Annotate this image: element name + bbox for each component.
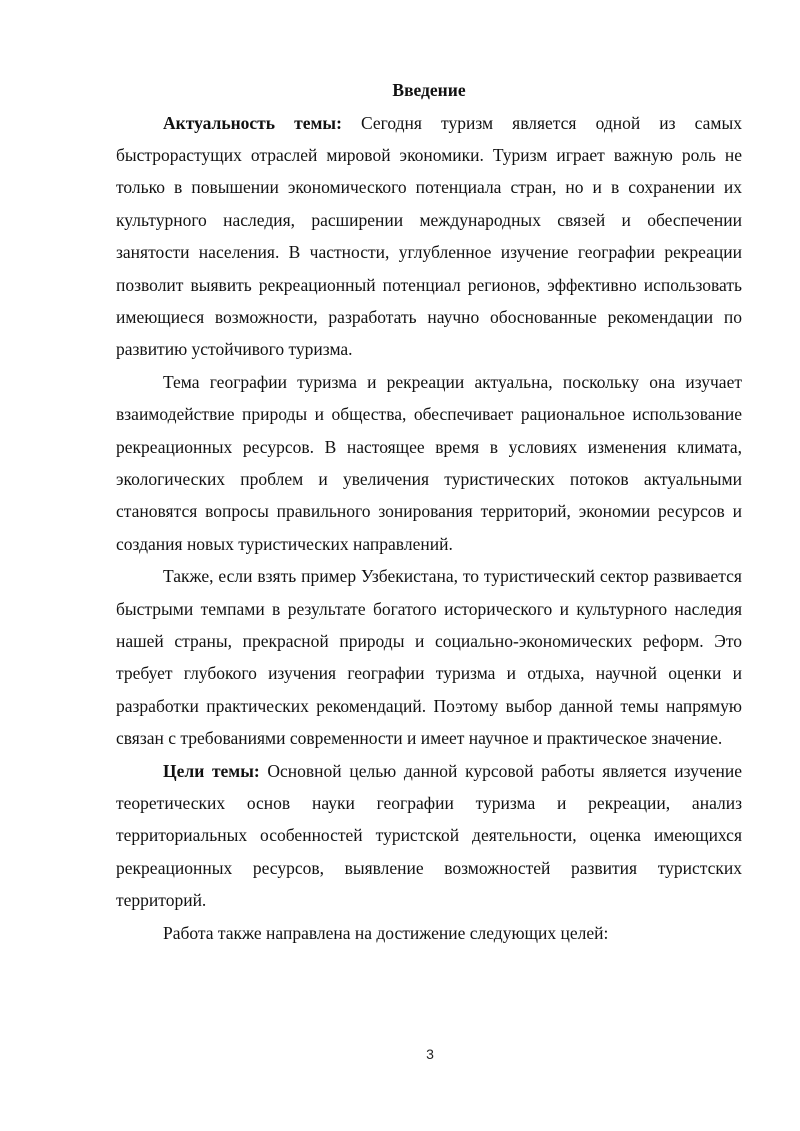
paragraph-lead: Цели темы: xyxy=(163,760,260,781)
paragraph-text: Тема географии туризма и рекреации актуальна, поскольку она изучает взаимодействие природы и общества, обеспечивает рациональное использование рекреационных ресурсов. В настоящее время в условиях изменения климата, экологических проблем и увеличения туристических потоков актуальными становятся вопросы правильного зонирования территорий, экономии ресурсов и создания новых туристических направлений. xyxy=(116,371,742,554)
document-page xyxy=(116,74,742,949)
paragraph-lead: Актуальность темы: xyxy=(163,112,342,133)
paragraph-relevance xyxy=(116,107,742,366)
paragraph-text: Также, если взять пример Узбекистана, то туристический сектор развивается быстрыми темпами в результате богатого исторического и культурного наследия нашей страны, прекрасной природы и социально-экономических реформ. Это требует глубокого изучения географии туризма и отдыха, научной оценки и разработки практических рекомендаций. Поэтому выбор данной темы напрямую связан с требованиями современности и имеет научное и практическое значение. xyxy=(116,566,742,749)
paragraph-text: Сегодня туризм является одной из самых быстрорастущих отраслей мировой экономики. Туризм играет важную роль не только в повышении экономического потенциала стран, но и в сохранении их культурного наследия, расширении международных связей и обеспечении занятости населения. В частности, углубленное изучение географии рекреации позволит выявить рекреационный потенциал регионов, эффективно использовать имеющиеся возможности, разработать научно обоснованные рекомендации по развитию устойчивого туризма. xyxy=(116,112,742,360)
paragraph-work-goals xyxy=(116,917,742,949)
paragraph-text: Работа также направлена на достижение следующих целей: xyxy=(163,922,609,943)
paragraph-geography xyxy=(116,366,742,560)
paragraph-text: Основной целью данной курсовой работы является изучение теоретических основ науки географии туризма и рекреации, анализ территориальных особенностей туристской деятельности, оценка имеющихся рекреационных ресурсов, выявление возможностей развития туристских территорий. xyxy=(116,760,742,911)
page-number: 3 xyxy=(426,1046,434,1062)
paragraph-goals xyxy=(116,755,742,917)
section-title: Введение xyxy=(392,80,466,100)
paragraph-uzbekistan xyxy=(116,560,742,754)
